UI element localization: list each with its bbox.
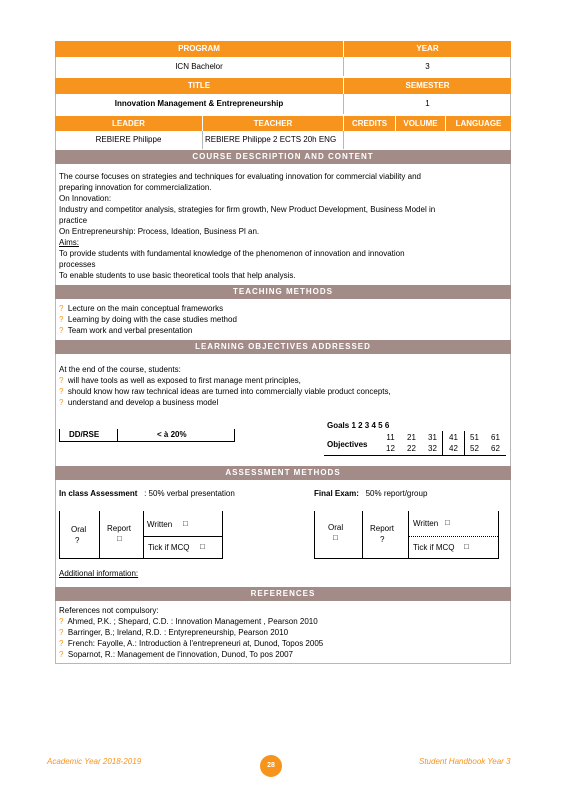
teacher-value: REBIERE Philippe 2 ECTS 20h ENG xyxy=(203,131,344,149)
leader-value: REBIERE Philippe xyxy=(55,131,203,149)
course-line: processes xyxy=(59,260,96,269)
goals-label: Goals 1 2 3 4 5 6 xyxy=(327,421,390,430)
checkbox-icon[interactable]: □ xyxy=(464,542,469,551)
bullet-icon: ? xyxy=(59,617,64,626)
teaching-methods-heading: TEACHING METHODS xyxy=(55,285,511,299)
grid-cell: 42 xyxy=(449,444,458,453)
semester-label: SEMESTER xyxy=(405,81,450,90)
final-exam-box xyxy=(314,511,499,559)
bullet-icon: ? xyxy=(59,376,64,385)
bullet-icon: ? xyxy=(59,650,64,659)
leader-label: LEADER xyxy=(55,116,203,131)
grid-cell: 41 xyxy=(449,433,458,442)
list-item: ? Ahmed, P.K. ; Shepard, C.D. : Innovation Management , Pearson 2010 xyxy=(59,617,318,626)
list-item: ? Lecture on the main conceptual frameworks xyxy=(59,304,224,313)
report-mark: ? xyxy=(380,535,385,544)
objectives-label: Objectives xyxy=(327,440,368,449)
course-line: On Entrepreneurship: Process, Ideation, Business Pl an. xyxy=(59,227,260,236)
grid-cell: 21 xyxy=(407,433,416,442)
course-line: Industry and competitor analysis, strategies for firm growth, New Product Development, Business Model in xyxy=(59,205,436,214)
list-item: ? Learning by doing with the case studies method xyxy=(59,315,237,324)
course-line: The course focuses on strategies and techniques for evaluating innovation for commercial viability and xyxy=(59,172,421,181)
learning-objectives-heading: LEARNING OBJECTIVES ADDRESSED xyxy=(55,340,511,354)
list-item: ? should know how raw technical ideas are turned into commercially viable product concepts, xyxy=(59,387,391,396)
objectives-grid xyxy=(380,431,506,455)
course-description-heading: COURSE DESCRIPTION AND CONTENT xyxy=(55,150,511,164)
course-description xyxy=(59,171,507,281)
references-heading: REFERENCES xyxy=(55,587,511,601)
course-title: Innovation Management & Entrepreneurship xyxy=(55,94,344,114)
footer-academic-year: Academic Year 2018-2019 xyxy=(47,757,142,766)
references-list xyxy=(59,605,323,660)
report-label: Report xyxy=(370,524,395,533)
checkbox-icon[interactable]: □ xyxy=(183,519,188,528)
year-label: YEAR xyxy=(416,44,439,53)
program-value: ICN Bachelor xyxy=(55,57,344,76)
course-line: To provide students with fundamental knowledge of the phenomenon of innovation and innovation xyxy=(59,249,405,258)
report-label: Report xyxy=(107,524,132,533)
bullet-icon: ? xyxy=(59,304,64,313)
checkbox-icon[interactable]: □ xyxy=(445,518,450,527)
inclass-assessment-box xyxy=(59,511,223,559)
final-value: 50% report/group xyxy=(365,489,428,498)
objectives-grid-top xyxy=(380,433,506,442)
oral-label: Oral xyxy=(328,523,344,532)
credits-label: CREDITS xyxy=(344,116,396,131)
grid-cell: 31 xyxy=(428,433,437,442)
inclass-value: : 50% verbal presentation xyxy=(144,489,235,498)
leader-value-row xyxy=(55,131,511,149)
inclass-assessment xyxy=(59,489,235,498)
learning-objectives-list xyxy=(59,364,391,408)
grid-cell: 32 xyxy=(428,444,437,453)
title-value-row xyxy=(55,94,511,114)
course-line: preparing innovation for commercialization. xyxy=(59,183,212,192)
page-number: 28 xyxy=(260,755,282,777)
grid-cell: 51 xyxy=(470,433,479,442)
inclass-label: In class Assessment xyxy=(59,489,138,498)
checkbox-icon[interactable]: □ xyxy=(200,542,205,551)
final-label: Final Exam: xyxy=(314,489,359,498)
ddrse-box xyxy=(59,429,235,442)
checkbox-icon[interactable]: □ xyxy=(117,534,122,543)
grid-cell: 52 xyxy=(470,444,479,453)
list-item: ? understand and develop a business model xyxy=(59,398,219,407)
year-value: 3 xyxy=(425,62,430,71)
assessment-methods-heading: ASSESSMENT METHODS xyxy=(55,466,511,480)
written-label: Written xyxy=(413,519,439,528)
teaching-methods-list xyxy=(59,303,237,336)
bullet-icon: ? xyxy=(59,326,64,335)
footer-handbook: Student Handbook Year 3 xyxy=(419,757,511,766)
ddrse-label: DD/RSE xyxy=(69,430,100,439)
bullet-icon: ? xyxy=(59,387,64,396)
title-header-row xyxy=(55,78,511,94)
grid-cell: 22 xyxy=(407,444,416,453)
objectives-intro: At the end of the course, students: xyxy=(59,365,181,374)
course-line: Aims: xyxy=(59,238,79,247)
list-item: ? Soparnot, R.: Management de l'innovation, Dunod, To pos 2007 xyxy=(59,650,293,659)
list-item: ? French: Fayolle, A.: Introduction à l'entrepreneuri at, Dunod, Topos 2005 xyxy=(59,639,324,648)
checkbox-icon[interactable]: □ xyxy=(333,533,338,542)
list-item: ? will have tools as well as exposed to first manage ment principles, xyxy=(59,376,301,385)
grid-cell: 61 xyxy=(491,433,500,442)
references-intro: References not compulsory: xyxy=(59,606,159,615)
course-line: To enable students to use basic theoretical tools that help analysis. xyxy=(59,271,296,280)
bullet-icon: ? xyxy=(59,639,64,648)
course-line: On Innovation: xyxy=(59,194,112,203)
title-label: TITLE xyxy=(55,78,344,94)
final-exam xyxy=(314,489,427,498)
grid-cell: 12 xyxy=(386,444,395,453)
bullet-icon: ? xyxy=(59,398,64,407)
grid-cell: 62 xyxy=(491,444,500,453)
program-label: PROGRAM xyxy=(55,41,344,57)
volume-label: VOLUME xyxy=(396,116,446,131)
objectives-grid-bottom xyxy=(380,444,506,453)
oral-mark: ? xyxy=(75,536,80,545)
semester-value: 1 xyxy=(425,99,430,108)
tick-mcq-label: Tick if MCQ xyxy=(148,543,190,552)
oral-label: Oral xyxy=(71,525,87,534)
additional-information: Additional information: xyxy=(59,569,139,578)
ddrse-value: < à 20% xyxy=(157,430,187,439)
tick-mcq-label: Tick if MCQ xyxy=(413,543,455,552)
course-line: practice xyxy=(59,216,88,225)
program-header-row xyxy=(55,41,511,57)
program-value-row xyxy=(55,57,511,76)
list-item: ? Team work and verbal presentation xyxy=(59,326,193,335)
grid-cell: 11 xyxy=(386,433,395,442)
list-item: ? Barringer, B.; Ireland, R.D. : Entyrepreneurship, Pearson 2010 xyxy=(59,628,289,637)
bullet-icon: ? xyxy=(59,628,64,637)
language-label: LANGUAGE xyxy=(455,119,502,128)
leader-header-row xyxy=(55,116,511,131)
written-label: Written xyxy=(147,520,173,529)
teacher-label: TEACHER xyxy=(203,116,344,131)
bullet-icon: ? xyxy=(59,315,64,324)
